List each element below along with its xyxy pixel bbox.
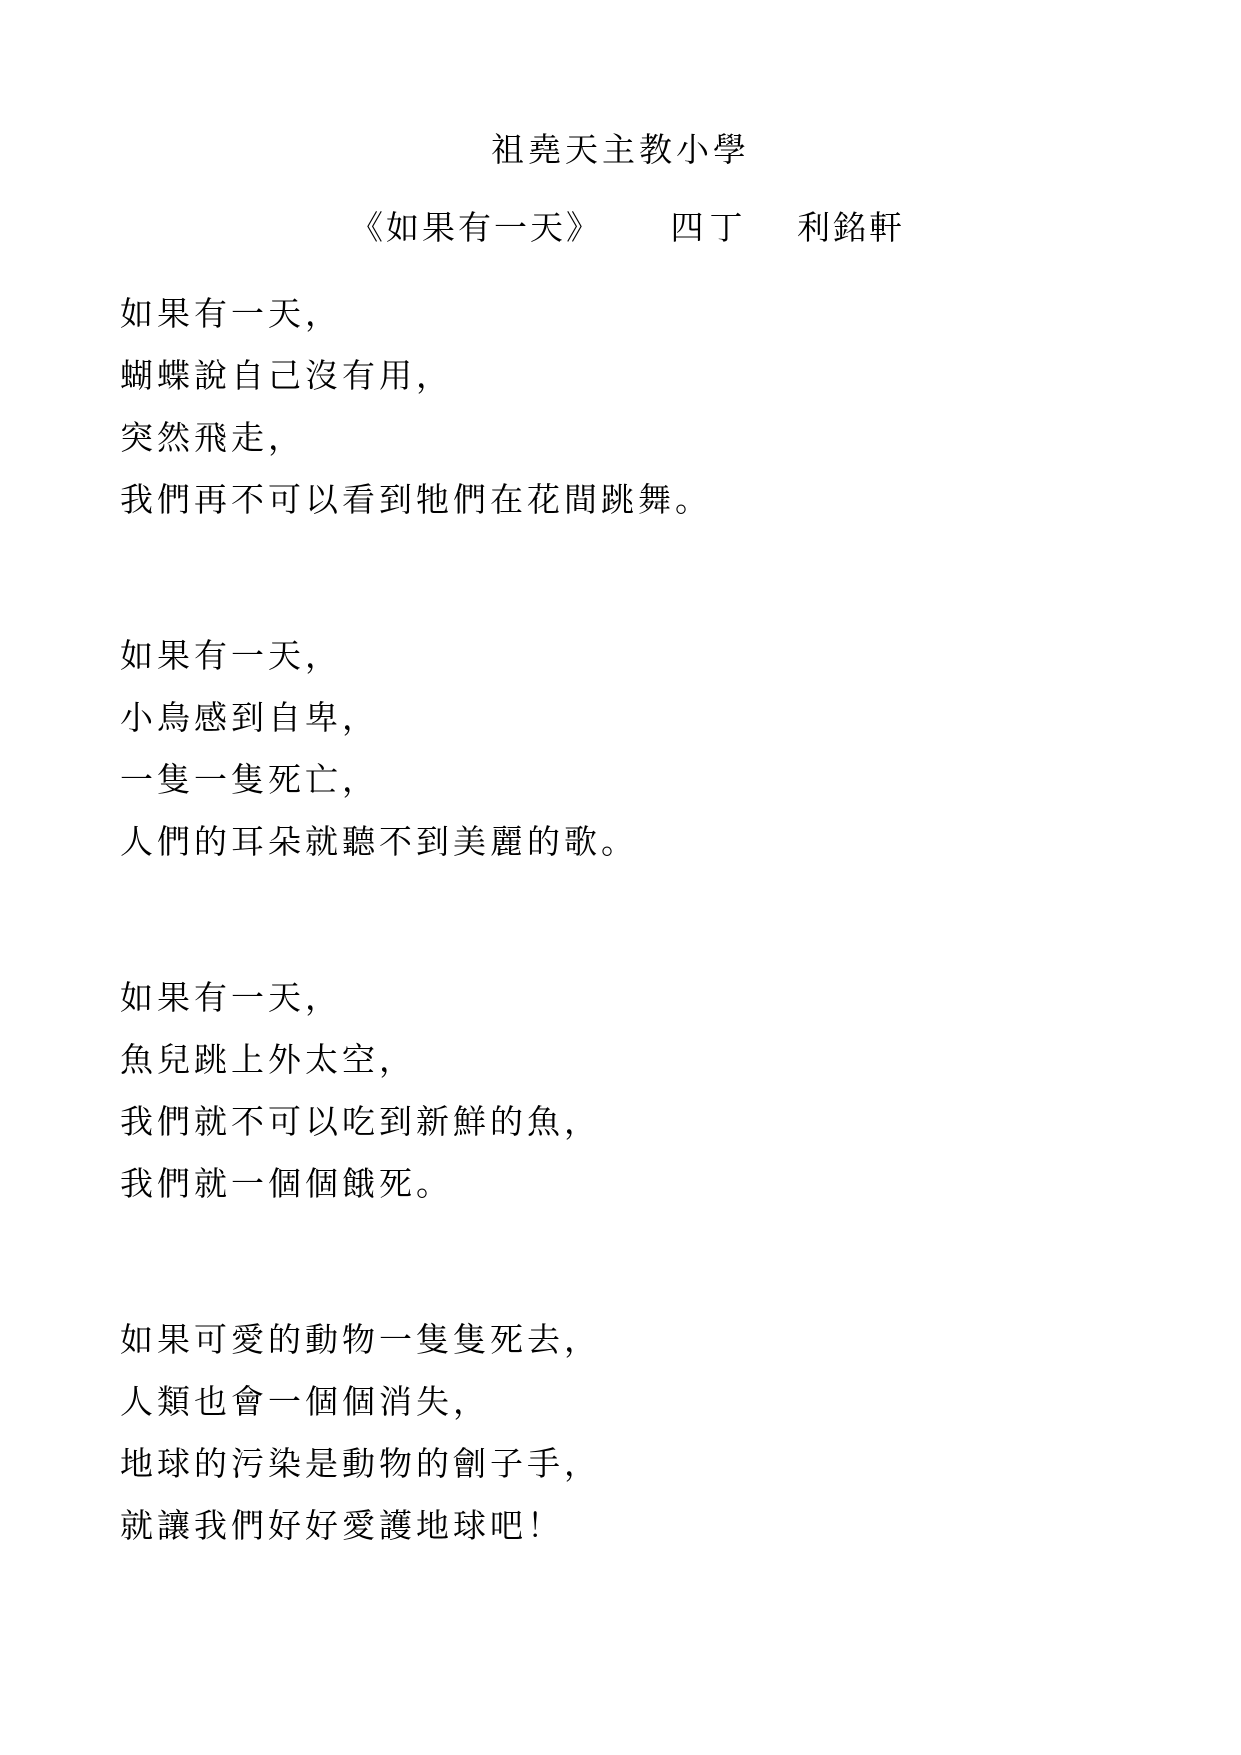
poem-line: 蝴蝶說自己沒有用， xyxy=(120,356,453,395)
poem-line: 如果有一天， xyxy=(120,978,342,1017)
student-class: 四丁 xyxy=(670,208,749,247)
stanza-2 xyxy=(120,625,1120,873)
school-name: 祖堯天主教小學 xyxy=(491,130,750,169)
poem-line: 就讓我們好好愛護地球吧！ xyxy=(120,1506,564,1545)
poem-line: 人類也會一個個消失， xyxy=(120,1382,490,1421)
poem-line: 如果有一天， xyxy=(120,636,342,675)
poem-heading xyxy=(350,208,950,248)
poem-line: 地球的污染是動物的劊子手， xyxy=(120,1444,601,1483)
poem-line: 一隻一隻死亡， xyxy=(120,760,379,799)
poem-line: 我們就不可以吃到新鮮的魚， xyxy=(120,1102,601,1141)
poem-line: 如果有一天， xyxy=(120,294,342,333)
stanza-1 xyxy=(120,283,1120,531)
poem-line: 人們的耳朵就聽不到美麗的歌。 xyxy=(120,822,638,861)
student-name: 利銘軒 xyxy=(797,208,905,247)
stanza-4 xyxy=(120,1309,1120,1557)
poem-line: 我們再不可以看到牠們在花間跳舞。 xyxy=(120,480,712,519)
poem-line: 突然飛走， xyxy=(120,418,305,457)
poem-body xyxy=(120,283,1120,1651)
poem-line: 小鳥感到自卑， xyxy=(120,698,379,737)
poem-title: 《如果有一天》 xyxy=(350,208,602,247)
poem-line: 如果可愛的動物一隻隻死去， xyxy=(120,1320,601,1359)
poem-line: 我們就一個個餓死。 xyxy=(120,1164,453,1203)
stanza-3 xyxy=(120,967,1120,1215)
poem-line: 魚兒跳上外太空， xyxy=(120,1040,416,1079)
